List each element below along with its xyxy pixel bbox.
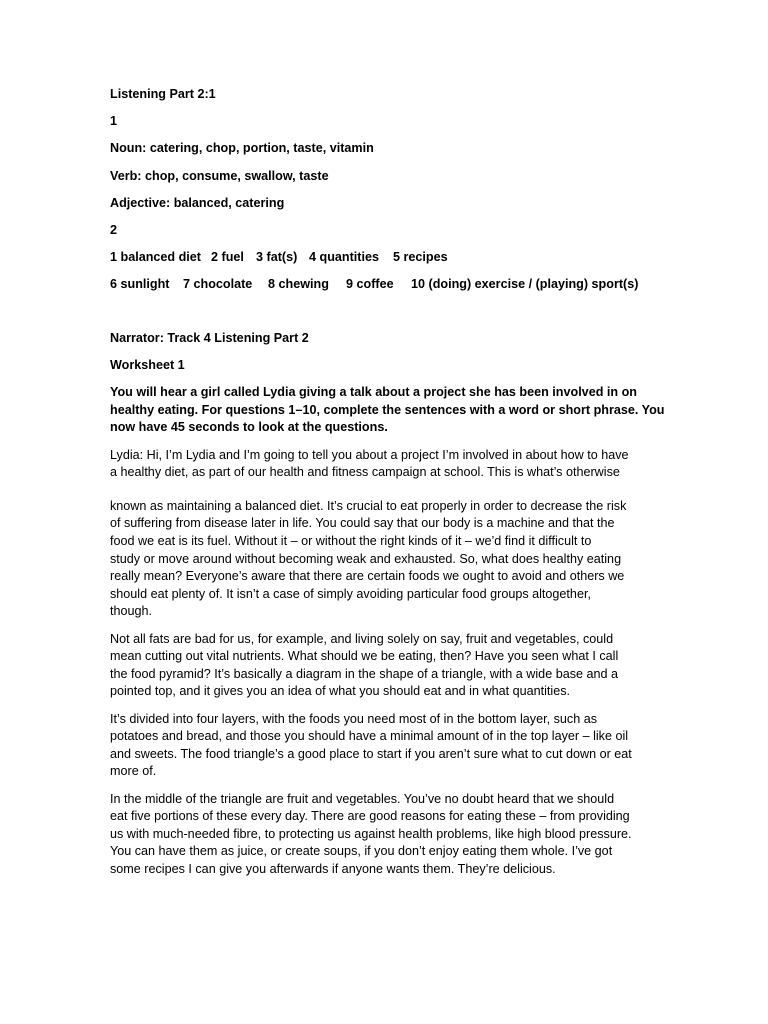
paragraph-line: some recipes I can give you afterwards if anyone wants them. They’re delicious. xyxy=(110,861,556,876)
paragraph-line: Lydia: Hi, I’m Lydia and I’m going to tell you about a project I’m involved in about how to have xyxy=(110,447,629,462)
answer-item: 7 chocolate xyxy=(183,277,253,292)
paragraph-line: It’s divided into four layers, with the foods you need most of in the bottom layer, such as xyxy=(110,711,597,726)
paragraph-line: mean cutting out vital nutrients. What should we be eating, then? Have you seen what I call xyxy=(110,649,619,664)
paragraph-line: In the middle of the triangle are fruit and vegetables. You’ve no doubt heard that we should xyxy=(110,791,615,806)
answer-item: 1 balanced diet xyxy=(110,250,201,265)
document-content xyxy=(110,86,665,879)
paragraph-line: You can have them as juice, or create soups, if you don’t enjoy eating them whole. I’ve got xyxy=(110,844,613,859)
paragraph-line: potatoes and bread, and those you should have a minimal amount of in the top layer – like oil xyxy=(110,729,629,744)
exercise-number-2: 2 xyxy=(110,222,118,237)
paragraph-line: of suffering from disease later in life. You could say that our body is a machine and that the xyxy=(110,516,615,531)
paragraph-line: You will hear a girl called Lydia giving a talk about a project she has been involved in on xyxy=(110,385,637,400)
adjective-answers: Adjective: balanced, catering xyxy=(110,195,285,210)
paragraph-line: though. xyxy=(110,604,153,619)
transcript-paragraph-4 xyxy=(110,711,660,781)
answer-item: 10 (doing) exercise / (playing) sport(s) xyxy=(411,277,639,292)
paragraph-line: food we eat is its fuel. Without it – or without the right kinds of it – we’d find it difficult to xyxy=(110,534,592,549)
transcript-paragraph-1 xyxy=(110,447,660,482)
worksheet-heading: Worksheet 1 xyxy=(110,358,185,373)
exercise-number-1: 1 xyxy=(110,114,118,129)
answer-item: 9 coffee xyxy=(346,277,394,292)
paragraph-line: really mean? Everyone’s aware that there are certain foods we ought to avoid and others we xyxy=(110,569,625,584)
answer-item: 6 sunlight xyxy=(110,277,170,292)
paragraph-line: should eat plenty of. It isn’t a case of simply avoiding particular food groups altogether, xyxy=(110,586,591,601)
paragraph-line: the food pyramid? It’s basically a diagram in the shape of a triangle, with a wide base and a xyxy=(110,666,619,681)
transcript-paragraph-2 xyxy=(110,498,660,621)
paragraph-line: a healthy diet, as part of our health and fitness campaign at school. This is what’s otherwise xyxy=(110,465,620,480)
paragraph-line: now have 45 seconds to look at the questions. xyxy=(110,420,388,435)
paragraph-line: more of. xyxy=(110,764,157,779)
answers-row-2 xyxy=(110,276,660,294)
answer-item: 2 fuel xyxy=(211,250,244,265)
transcript-paragraph-3 xyxy=(110,631,660,701)
narrator-heading: Narrator: Track 4 Listening Part 2 xyxy=(110,330,309,345)
answer-item: 4 quantities xyxy=(309,250,379,265)
paragraph-line: eat five portions of these every day. There are good reasons for eating these – from providing xyxy=(110,809,630,824)
noun-answers: Noun: catering, chop, portion, taste, vitamin xyxy=(110,141,374,156)
paragraph-line: healthy eating. For questions 1–10, complete the sentences with a word or short phrase. You xyxy=(110,402,665,417)
answer-item: 8 chewing xyxy=(268,277,329,292)
paragraph-line: known as maintaining a balanced diet. It’s crucial to eat properly in order to decrease the risk xyxy=(110,498,627,513)
paragraph-line: study or move around without becoming weak and exhausted. So, what does healthy eating xyxy=(110,551,622,566)
instructions-paragraph xyxy=(110,384,665,437)
paragraph-line: and sweets. The food triangle’s a good place to start if you aren’t sure what to cut down or eat xyxy=(110,746,632,761)
answer-item: 5 recipes xyxy=(393,250,448,265)
answer-item: 3 fat(s) xyxy=(256,250,298,265)
verb-answers: Verb: chop, consume, swallow, taste xyxy=(110,168,329,183)
section-heading: Listening Part 2:1 xyxy=(110,87,216,101)
paragraph-line: Not all fats are bad for us, for example, and living solely on say, fruit and vegetables, could xyxy=(110,631,614,646)
transcript-paragraph-5 xyxy=(110,791,660,879)
answers-row-1 xyxy=(110,249,660,267)
paragraph-line: us with much-needed fibre, to protecting us against health problems, like high blood pressure. xyxy=(110,826,632,841)
paragraph-line: pointed top, and it gives you an idea of what you should eat and in what quantities. xyxy=(110,684,570,699)
